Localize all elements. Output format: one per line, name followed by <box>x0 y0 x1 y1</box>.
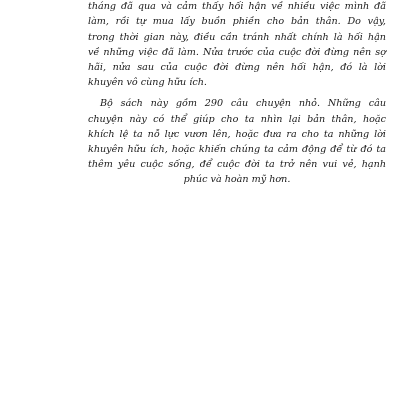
text-line: Bộ sách này gồm 290 câu chuyện nhỏ. Những câu <box>100 98 386 110</box>
text-line: phúc và hoàn mỹ hơn. <box>183 174 291 186</box>
text-line: khuyên hữu ích, hoặc khiến chúng ta cảm động để từ đó ta <box>88 143 386 155</box>
text-line: về những việc đã làm. Nửa trước của cuộc đời đừng nên sợ <box>88 46 386 58</box>
text-line: hãi, nửa sau của cuộc đời đừng nên hối hận, đó là lời <box>88 61 386 73</box>
text-line: tháng đã qua và cảm thấy hối hận về nhiều việc mình đã <box>88 1 386 13</box>
paragraph-1 <box>88 0 386 90</box>
text-line: làm, rồi tự mua lấy buồn phiền cho bản thân. Do vậy, <box>88 16 386 28</box>
body-text <box>88 0 386 187</box>
text-line: khuyên vô cùng hữu ích. <box>88 77 207 89</box>
text-line: khích lệ ta nỗ lực vươn lên, hoặc đưa ra cho ta những lời <box>88 128 386 140</box>
paragraph-2 <box>88 96 386 187</box>
text-line: thêm yêu cuộc sống, để cuộc đời ta trở nên vui vẻ, hạnh <box>88 159 386 171</box>
text-line: trong thời gian này, điều cần tránh nhất chính là hối hận <box>88 31 386 43</box>
text-line: chuyện này có thể giúp cho ta nhìn lại bản thân, hoặc <box>88 113 386 125</box>
